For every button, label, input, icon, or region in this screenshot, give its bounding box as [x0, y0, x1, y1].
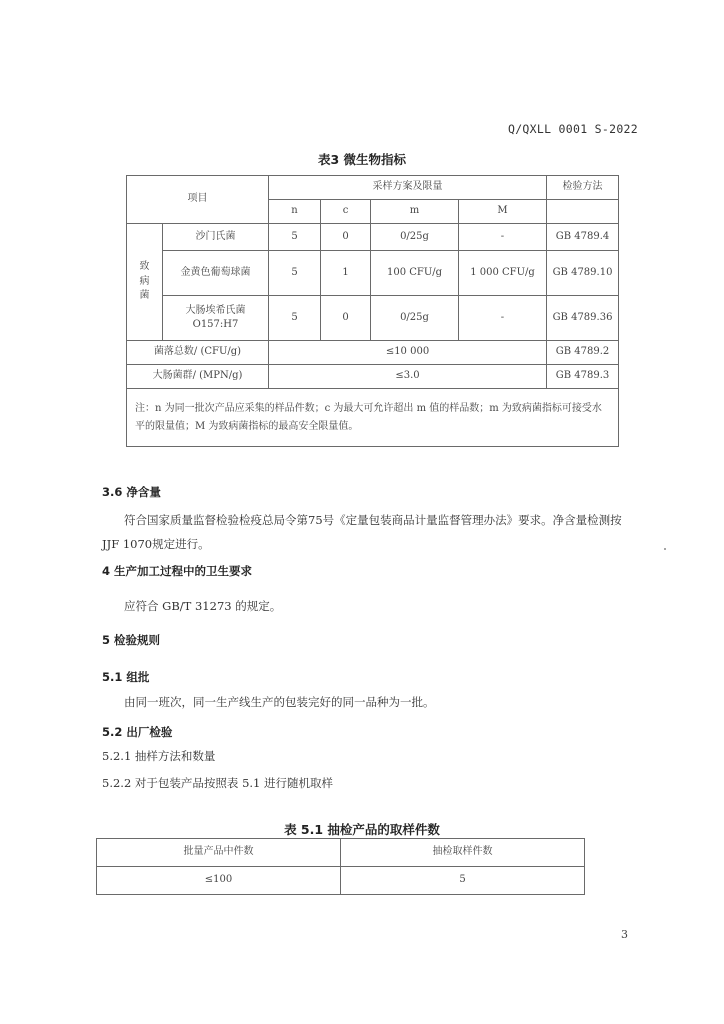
row-method: GB 4789.36	[547, 296, 619, 341]
row-name: 金黄色葡萄球菌	[163, 251, 269, 296]
row-limit: ≤3.0	[269, 365, 547, 389]
section-3-6-text: 符合国家质量监督检验检疫总局令第75号《定量包装商品计量监督管理办法》要求。净含量检测按JJF 1070规定进行。	[102, 513, 622, 551]
row-method: GB 4789.2	[547, 341, 619, 365]
section-3-6-title: 3.6 净含量	[102, 485, 161, 499]
table-note: 注：n 为同一批次产品应采集的样品件数；c 为最大可允许超出 m 值的样品数；m 为致病菌指标可接受水平的限量值；M 为致病菌指标的最高安全限量值。	[127, 389, 619, 447]
row-m: 100 CFU/g	[371, 251, 459, 296]
sample-count-table	[96, 838, 585, 895]
header-n: n	[269, 200, 321, 224]
table-row	[97, 867, 585, 895]
header-c: c	[321, 200, 371, 224]
header-m: m	[371, 200, 459, 224]
row-n: 5	[269, 296, 321, 341]
header-M: M	[459, 200, 547, 224]
row-M: 1 000 CFU/g	[459, 251, 547, 296]
table-row	[127, 224, 619, 251]
row-method: GB 4789.3	[547, 365, 619, 389]
row-lot-count: ≤100	[97, 867, 341, 895]
row-name: 大肠菌群/ (MPN/g)	[127, 365, 269, 389]
row-method: GB 4789.4	[547, 224, 619, 251]
row-M: -	[459, 296, 547, 341]
section-4-text: 应符合 GB/T 31273 的规定。	[124, 599, 282, 613]
section-5-1-text: 由同一班次，同一生产线生产的包装完好的同一品种为一批。	[124, 695, 435, 709]
row-m: 0/25g	[371, 296, 459, 341]
row-m: 0/25g	[371, 224, 459, 251]
col-lot-count: 批量产品中件数	[97, 839, 341, 867]
row-c: 0	[321, 224, 371, 251]
row-name: 菌落总数/ (CFU/g)	[127, 341, 269, 365]
section-5-title: 5 检验规则	[102, 633, 161, 647]
row-name: 大肠埃希氏菌O157:H7	[163, 296, 269, 341]
section-5-2-1: 5.2.1 抽样方法和数量	[102, 749, 216, 763]
row-sample-count: 5	[341, 867, 585, 895]
header-item: 项目	[127, 176, 269, 224]
row-limit: ≤10 000	[269, 341, 547, 365]
header-method: 检验方法	[547, 176, 619, 200]
microbial-indicator-table	[126, 175, 619, 447]
table51-caption: 表 5.1 抽检产品的取样件数	[284, 822, 440, 837]
document-code: Q/QXLL 0001 S-2022	[507, 122, 638, 136]
section-4-title: 4 生产加工过程中的卫生要求	[102, 564, 253, 578]
table-row	[127, 296, 619, 341]
row-M: -	[459, 224, 547, 251]
table3-caption: 表3 微生物指标	[317, 152, 407, 167]
table-row	[127, 341, 619, 365]
col-sample-count: 抽检取样件数	[341, 839, 585, 867]
row-c: 1	[321, 251, 371, 296]
section-5-1-title: 5.1 组批	[102, 670, 150, 684]
group-label: 致病菌	[127, 224, 163, 341]
section-5-2-2: 5.2.2 对于包装产品按照表 5.1 进行随机取样	[102, 776, 334, 790]
row-name: 沙门氏菌	[163, 224, 269, 251]
row-n: 5	[269, 251, 321, 296]
scan-speck	[664, 548, 666, 550]
header-plan: 采样方案及限量	[269, 176, 547, 200]
table-row	[127, 365, 619, 389]
row-method: GB 4789.10	[547, 251, 619, 296]
header-method-empty	[547, 200, 619, 224]
page-number: 3	[621, 928, 628, 941]
section-5-2-title: 5.2 出厂检验	[102, 725, 173, 739]
row-n: 5	[269, 224, 321, 251]
table-row	[127, 251, 619, 296]
row-c: 0	[321, 296, 371, 341]
